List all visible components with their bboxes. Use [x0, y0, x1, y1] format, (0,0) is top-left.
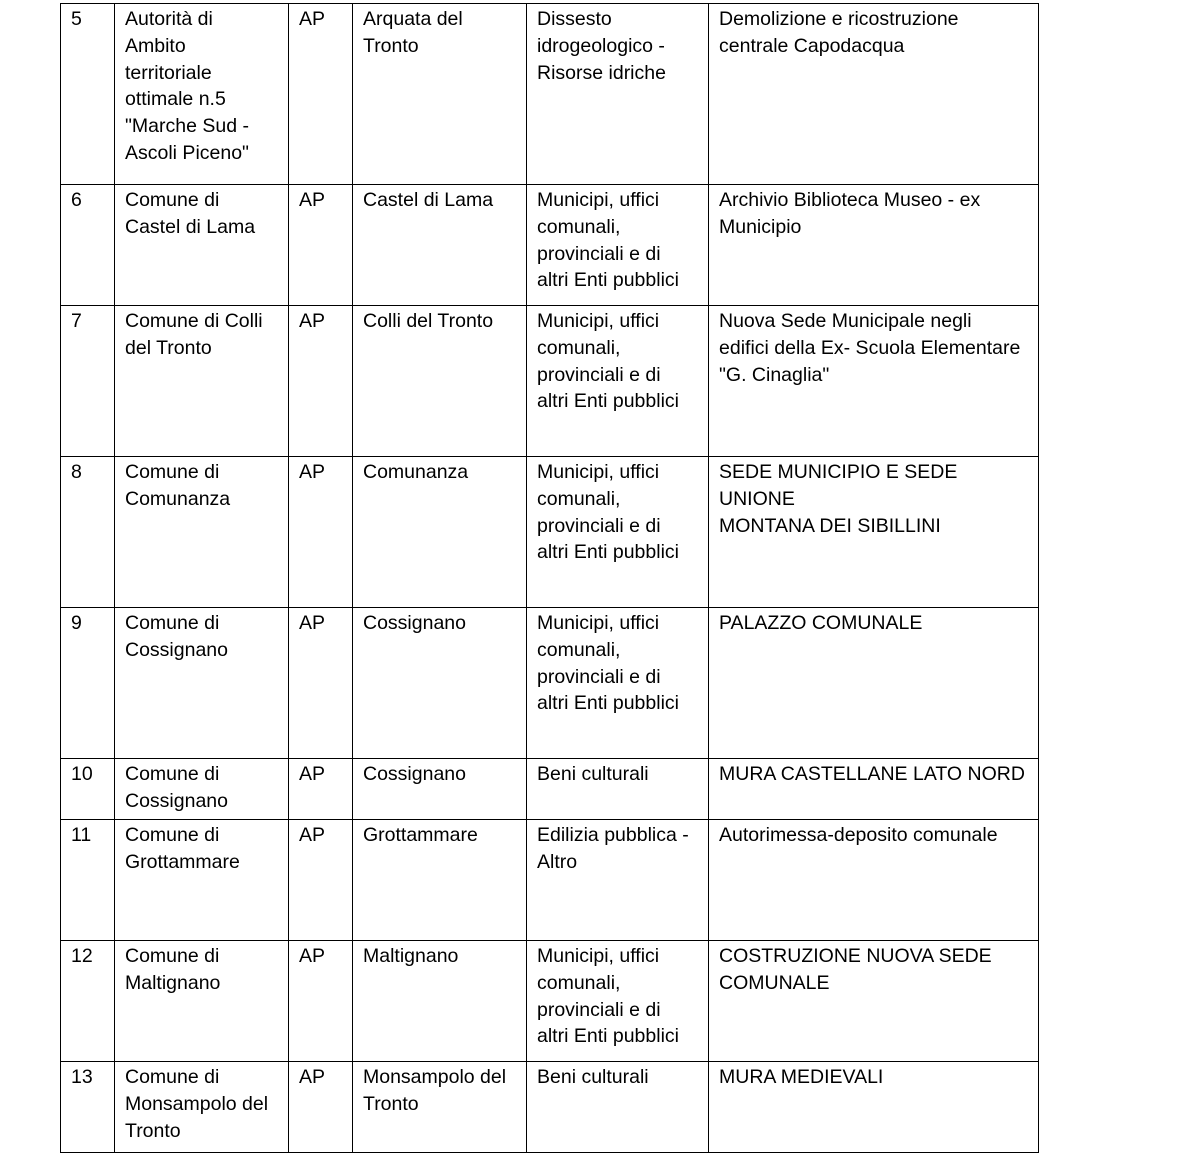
cell-intervento: SEDE MUNICIPIO E SEDE UNIONE MONTANA DEI SIBILLINI — [709, 457, 1039, 608]
cell-intervento: Demolizione e ricostruzione centrale Capodacqua — [709, 4, 1039, 185]
cell-categoria: Municipi, uffici comunali, provinciali e di altri Enti pubblici — [527, 185, 709, 306]
table-row — [61, 4, 1039, 185]
table-row — [61, 185, 1039, 306]
table-row — [61, 759, 1039, 820]
cell-intervento: Archivio Biblioteca Museo - ex Municipio — [709, 185, 1039, 306]
table-row — [61, 306, 1039, 457]
cell-number: 11 — [61, 820, 115, 941]
cell-categoria: Municipi, uffici comunali, provinciali e di altri Enti pubblici — [527, 608, 709, 759]
cell-ente: Comune di Cossignano — [115, 608, 289, 759]
cell-number: 6 — [61, 185, 115, 306]
table-body — [61, 4, 1039, 1153]
cell-number: 10 — [61, 759, 115, 820]
cell-ente: Comune di Grottammare — [115, 820, 289, 941]
table-row — [61, 457, 1039, 608]
cell-number: 7 — [61, 306, 115, 457]
cell-intervento: MURA MEDIEVALI — [709, 1062, 1039, 1153]
cell-ente: Comune di Castel di Lama — [115, 185, 289, 306]
table-row — [61, 1062, 1039, 1153]
cell-provincia: AP — [289, 759, 353, 820]
cell-provincia: AP — [289, 941, 353, 1062]
cell-provincia: AP — [289, 820, 353, 941]
cell-categoria: Beni culturali — [527, 1062, 709, 1153]
cell-ente: Comune di Colli del Tronto — [115, 306, 289, 457]
cell-number: 9 — [61, 608, 115, 759]
cell-intervento: PALAZZO COMUNALE — [709, 608, 1039, 759]
cell-ente: Autorità di Ambito territoriale ottimale n.5 "Marche Sud - Ascoli Piceno" — [115, 4, 289, 185]
cell-comune: Monsampolo del Tronto — [353, 1062, 527, 1153]
cell-comune: Comunanza — [353, 457, 527, 608]
cell-provincia: AP — [289, 185, 353, 306]
cell-provincia: AP — [289, 608, 353, 759]
cell-provincia: AP — [289, 1062, 353, 1153]
table-row — [61, 820, 1039, 941]
cell-provincia: AP — [289, 4, 353, 185]
table-row — [61, 608, 1039, 759]
cell-intervento: Autorimessa-deposito comunale — [709, 820, 1039, 941]
cell-number: 8 — [61, 457, 115, 608]
cell-comune: Cossignano — [353, 759, 527, 820]
cell-number: 13 — [61, 1062, 115, 1153]
cell-comune: Grottammare — [353, 820, 527, 941]
cell-ente: Comune di Monsampolo del Tronto — [115, 1062, 289, 1153]
table-row — [61, 941, 1039, 1062]
cell-intervento: COSTRUZIONE NUOVA SEDE COMUNALE — [709, 941, 1039, 1062]
cell-comune: Maltignano — [353, 941, 527, 1062]
cell-provincia: AP — [289, 457, 353, 608]
interventions-table — [60, 3, 1039, 1153]
cell-intervento: MURA CASTELLANE LATO NORD — [709, 759, 1039, 820]
cell-categoria: Municipi, uffici comunali, provinciali e di altri Enti pubblici — [527, 941, 709, 1062]
cell-categoria: Edilizia pubblica - Altro — [527, 820, 709, 941]
cell-comune: Cossignano — [353, 608, 527, 759]
cell-provincia: AP — [289, 306, 353, 457]
cell-comune: Colli del Tronto — [353, 306, 527, 457]
cell-comune: Arquata del Tronto — [353, 4, 527, 185]
cell-categoria: Dissesto idrogeologico - Risorse idriche — [527, 4, 709, 185]
cell-intervento: Nuova Sede Municipale negli edifici della Ex- Scuola Elementare "G. Cinaglia" — [709, 306, 1039, 457]
cell-ente: Comune di Cossignano — [115, 759, 289, 820]
cell-ente: Comune di Comunanza — [115, 457, 289, 608]
cell-number: 5 — [61, 4, 115, 185]
cell-ente: Comune di Maltignano — [115, 941, 289, 1062]
cell-categoria: Municipi, uffici comunali, provinciali e di altri Enti pubblici — [527, 457, 709, 608]
cell-categoria: Municipi, uffici comunali, provinciali e di altri Enti pubblici — [527, 306, 709, 457]
cell-categoria: Beni culturali — [527, 759, 709, 820]
cell-comune: Castel di Lama — [353, 185, 527, 306]
cell-number: 12 — [61, 941, 115, 1062]
